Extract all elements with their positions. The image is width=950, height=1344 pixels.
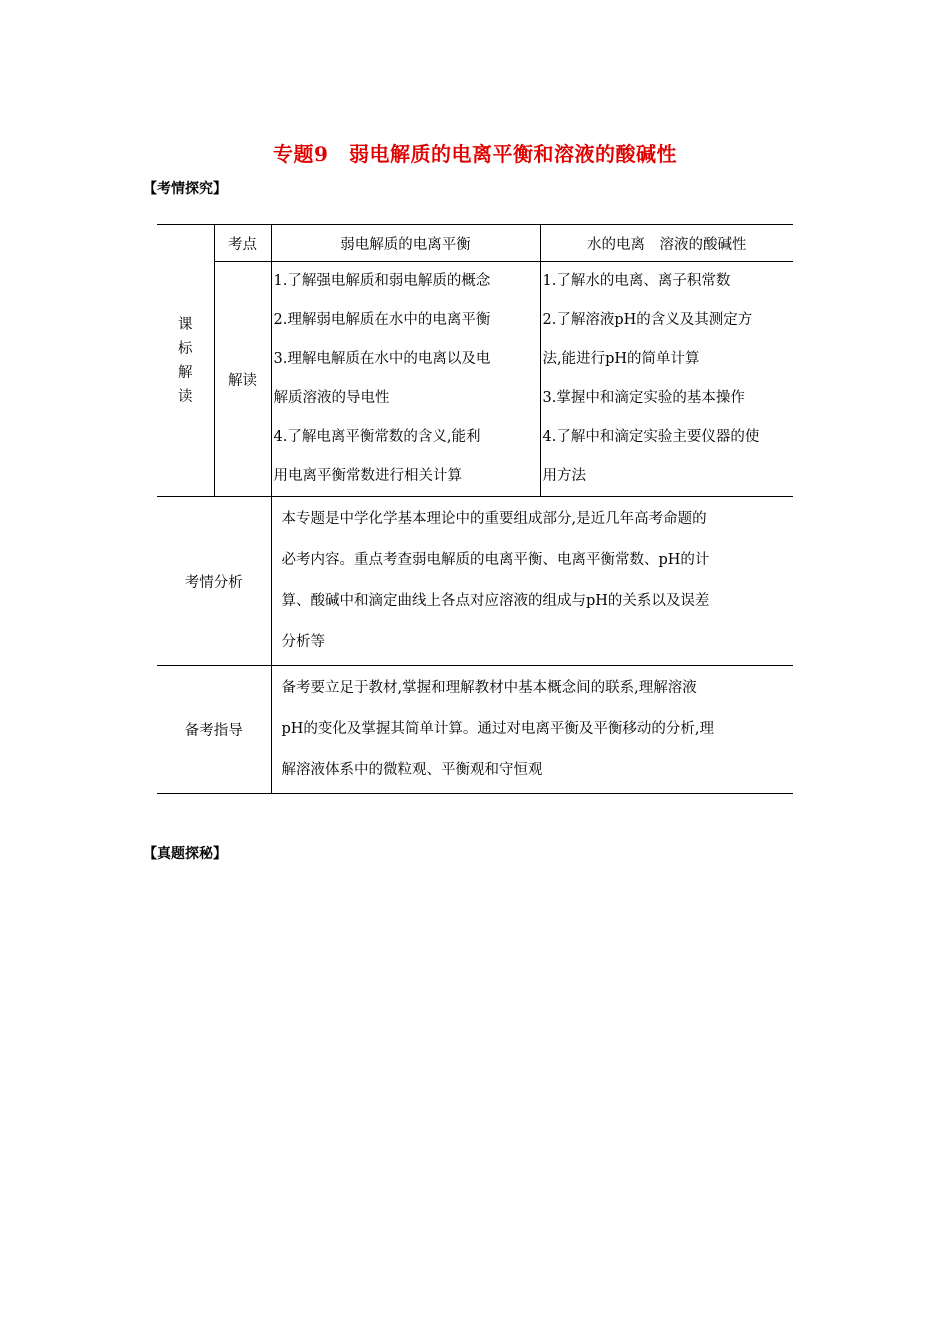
text-line: 备考要立足于教材,掌握和理解教材中基本概念间的联系,理解溶液 [281,680,697,696]
text-line: 分析等 [281,634,325,650]
kebiao-label-cell [157,225,214,497]
text-line: 解溶液体系中的微粒观、平衡观和守恒观 [281,762,543,778]
analysis-label: 考情分析 [157,497,271,666]
guide-content [271,666,793,794]
list-item: 3.掌握中和滴定实验的基本操作 [542,390,745,406]
col1-header: 弱电解质的电离平衡 [271,225,540,262]
text-line: pH的变化及掌握其简单计算。通过对电离平衡及平衡移动的分析,理 [281,721,715,737]
guide-label: 备考指导 [157,666,271,794]
col2-content [540,262,793,497]
analysis-row [157,497,793,666]
list-item: 用电离平衡常数进行相关计算 [273,468,462,484]
text-line: 必考内容。重点考查弱电解质的电离平衡、电离平衡常数、pH的计 [281,552,710,568]
section-heading-zhenti: 【真题探秘】 [143,846,227,862]
col1-content [271,262,540,497]
col2-header: 水的电离 溶液的酸碱性 [540,225,793,262]
text-line: 本专题是中学化学基本理论中的重要组成部分,是近几年高考命题的 [281,511,707,527]
list-item: 解质溶液的导电性 [273,390,390,406]
guide-row [157,666,793,794]
list-item: 用方法 [542,468,586,484]
analysis-content [271,497,793,666]
list-item: 4.了解电离平衡常数的含义,能利 [273,429,481,445]
exam-analysis-table [157,224,793,794]
text-line: 算、酸碱中和滴定曲线上各点对应溶液的组成与pH的关系以及误差 [281,593,710,609]
list-item: 2.了解溶液pH的含义及其测定方 [542,312,753,328]
list-item: 1.了解水的电离、离子积常数 [542,273,731,289]
jiedu-row [157,262,793,497]
kaodian-header: 考点 [214,225,271,262]
list-item: 4.了解中和滴定实验主要仪器的使 [542,429,760,445]
jiedu-label: 解读 [214,262,271,497]
list-item: 法,能进行pH的简单计算 [542,351,700,367]
list-item: 2.理解弱电解质在水中的电离平衡 [273,312,491,328]
list-item: 1.了解强电解质和弱电解质的概念 [273,273,491,289]
table-header-row [157,225,793,262]
section-heading-kaoqing: 【考情探究】 [143,181,227,197]
page-title: 专题9 弱电解质的电离平衡和溶液的酸碱性 [273,142,677,166]
list-item: 3.理解电解质在水中的电离以及电 [273,351,491,367]
kebiao-label: 课 标 解 读 [178,316,193,405]
